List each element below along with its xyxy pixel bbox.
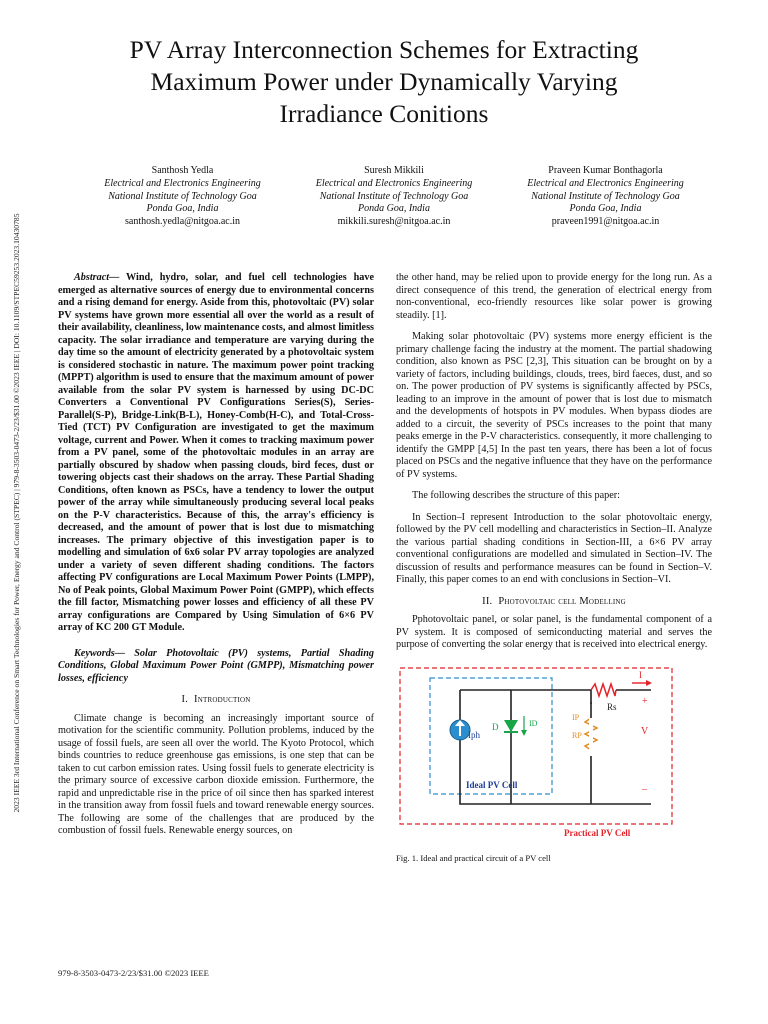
page-footer: 979-8-3503-0473-2/23/$31.00 ©2023 IEEE <box>58 968 209 978</box>
title-line: Maximum Power under Dynamically Varying <box>150 67 618 96</box>
modelling-paragraph-1: Pphotovoltaic panel, or solar panel, is the fundamental component of a PV system. It is composed of semiconducting material and serves the purpose of converting the solar energy that is received into electrical energy. <box>396 614 712 650</box>
intro-paragraph-4: In Section–I represent Introduction to the solar photovoltaic energy, followed by the PV cell modelling and characteristics in Section–II. Analyze the various partial shading conditions in Section-III, a 6×6 PV array conventional configurations are modelled and simulated in Section–IV. The discussion of results and performance measures can be found in Section–V. Finally, this paper comes to an end with conclusions in Section–VI. <box>396 511 712 585</box>
author-block <box>80 165 708 229</box>
author-dept: Electrical and Electronics Engineering <box>527 177 684 189</box>
author-email[interactable]: mikkili.suresh@nitgoa.ac.in <box>337 216 451 228</box>
intro-paragraph-2: Making solar photovoltaic (PV) systems more energy efficient is the primary challenge facing the industry at the moment. The partial shadowing condition, also known as PSC [2,3], This situation can be brought on by a variety of factors, including buildings, clouds, trees, bird faeces, dust, and so on. The power production of PV systems is significantly affected by PSCs, leading to an improve in the amount of power that is lost due to mismatch and the developments of hotspots in PV modules. When bypass diodes are added to a circuit, the severity of PSCs increases to the point that many peaks emerge in the P-V characteristics. consequently, it more challenging to identify the GMPP [4,5] In the past ten years, there has been a lot of focus placed on PSCs and the negative influence that they have on the performance of PV systems. <box>396 331 712 480</box>
right-column <box>396 272 712 864</box>
title-line: PV Array Interconnection Schemes for Extracting <box>129 35 639 64</box>
author-email[interactable]: praveen1991@nitgoa.ac.in <box>551 216 660 228</box>
author-3 <box>503 165 708 229</box>
paper-title <box>60 34 708 130</box>
author-name: Praveen Kumar Bonthagorla <box>548 165 663 176</box>
author-email[interactable]: santhosh.yedla@nitgoa.ac.in <box>124 216 240 228</box>
title-line: Irradiance Conitions <box>279 99 489 128</box>
author-inst: National Institute of Technology Goa <box>531 190 680 202</box>
section-heading-1: I. Introduction <box>181 694 251 705</box>
section-heading-2: II. Photovoltaic cell Modelling <box>482 595 626 607</box>
intro-paragraph-1: Climate change is becoming an increasingly important source of motivation for the scientific community. Pollution problems, induced by the usage of fossil fuels, are seen all over the world. The Kyoto Protocol, which binds countries to reduce greenhouse gas emissions, is one step that can be taken to cut carbon emission rates. Using fossil fuels to generate electricity is the primary source of excessive carbon dioxide emission. Furthermore, the rapid and unpredictable rise in the price of oil since then has sparked interest in the transition away from fossil fuels and toward renewable energy sources. The following are some of the challenges that are produced by the combustion of fossil fuels. Renewable energy sources, on <box>58 712 374 836</box>
side-citation: 2023 IEEE 3rd International Conference on Smart Technologies for Power, Energy and Control (STPEC) | 979-8-3503-0473-2/23/$31.00 ©2023 IEEE | DOI: 10.1109/STPEC59253.2023.10430785 <box>12 213 21 813</box>
label-iph: Iph <box>468 729 480 740</box>
abstract-text: Wind, hydro, solar, and fuel cell technologies have emerged as alternative sources of energy due to environmental concerns and a rising demand for energy. Aside from this, photovoltaic (PV) solar PV systems have grown more essential all over the world as a result of their availability, cleanliness, low maintenance costs, and almost limitless capacity. The solar irradiance and temperature are varying during the day time so the amount of electricity generated by a photovoltaic system is considered stochastic in nature. The maximum power point tracking (MPPT) algorithm is used to ensure that the maximum amount of power available from the solar PV system is harnessed by using DC-DC Converters a Conventional PV Configurations Series(S), Series-Parallel(S-P), Bridge-Link(B-L), Honey-Comb(H-C), and Total-Cross-Tied (TCT) PV Configuration are investigated to get the maximum voltage, current and Power. When it comes to tracking maximum power from a PV panel, some of the photovoltaic modules in an array are partially obscured by shadow when passing clouds, bird feces, dust or towering objects cast their shadows on the array. These Partial Shading Conditions, often known as PSCs, have a tendency to lower the output power of the array while simultaneously producing several local peaks on the P-V characteristics. Because of this, the array's efficiency is decreased, and the amount of power that is lost due to mismatching increases. The primary objective of this investigation paper is to modelling and simulation of 6x6 solar PV array topologies are analyzed under a variety of seven different shading conditions. The factors affecting PV configurations are Local Maximum Power Points (LMPP), No of Peak points, Global Maximum Power Point (GMPP), which effects the fill factor, Mismatching power losses and efficiency of all these PV array configurations are Compared by Using Simulation of 6×6 PV array of KC 200 GT Module. <box>58 272 374 633</box>
practical-cell-boundary <box>400 668 672 824</box>
label-v: V <box>641 725 649 737</box>
author-loc: Ponda Goa, India <box>358 203 430 215</box>
left-column <box>58 272 374 838</box>
keywords: Keywords— Solar Photovoltaic (PV) systems, Partial Shading Conditions, Global Maximum Power Point (GMPP), Mismatching power losses, efficiency <box>58 647 374 684</box>
label-rs: Rs <box>607 701 617 712</box>
author-1 <box>80 165 285 229</box>
abstract <box>58 272 374 635</box>
author-dept: Electrical and Electronics Engineering <box>104 177 261 189</box>
intro-paragraph-3: The following describes the structure of this paper: <box>412 490 620 501</box>
pv-cell-circuit-diagram <box>396 664 681 844</box>
author-name: Suresh Mikkili <box>364 165 424 176</box>
figure-caption: Fig. 1. Ideal and practical circuit of a PV cell <box>396 852 551 863</box>
author-loc: Ponda Goa, India <box>569 203 642 215</box>
author-2 <box>292 165 497 229</box>
diode-symbol <box>504 720 518 732</box>
label-ip: IP <box>572 712 580 722</box>
abstract-label: Abstract— <box>74 272 120 283</box>
author-inst: National Institute of Technology Goa <box>319 190 469 202</box>
label-minus: – <box>642 783 647 795</box>
label-practical-cell: Practical PV Cell <box>564 827 631 838</box>
author-dept: Electrical and Electronics Engineering <box>315 177 473 189</box>
intro-continuation: the other hand, may be relied upon to provide energy for the long run. As a direct consequence of this trend, the generation of electrical energy from non-conventional, eco-friendly resources like solar power is growing steadily. [1]. <box>396 272 712 321</box>
series-resistor <box>591 684 616 696</box>
label-ideal-cell: Ideal PV Cell <box>466 779 518 790</box>
label-plus: + <box>642 695 648 707</box>
author-loc: Ponda Goa, India <box>146 203 219 215</box>
label-d: D <box>492 721 499 732</box>
label-i: I <box>639 669 642 680</box>
label-id: ID <box>529 718 538 728</box>
ideal-cell-boundary <box>430 678 552 794</box>
author-name: Santhosh Yedla <box>151 165 214 176</box>
figure-1 <box>396 664 681 844</box>
author-inst: National Institute of Technology Goa <box>108 190 257 202</box>
label-rp: RP <box>572 730 582 740</box>
